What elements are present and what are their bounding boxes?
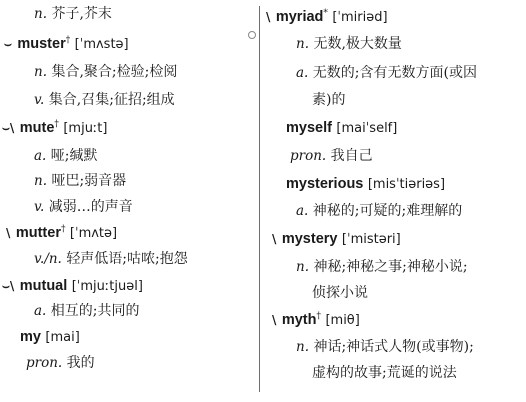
- dagger-mark: *: [323, 8, 328, 19]
- sense-line: [290, 145, 373, 167]
- part-of-speech: a.: [296, 65, 309, 81]
- headword: mutter: [15, 225, 61, 241]
- part-of-speech: n.: [34, 173, 47, 189]
- definition: 相互的;共同的: [50, 303, 140, 319]
- headword: mutual: [19, 278, 68, 294]
- sense-line: [296, 200, 462, 222]
- headword-line-mysterious: [286, 173, 445, 195]
- memory-mark: \: [6, 226, 11, 240]
- memory-mark: ⌣\: [2, 121, 15, 135]
- headword: myth: [281, 312, 317, 328]
- sense-line: [34, 61, 177, 83]
- definition: 集合,召集;征招;组成: [48, 92, 175, 108]
- pronunciation: [ˈmiriəd]: [332, 10, 388, 25]
- part-of-speech: n.: [296, 36, 309, 52]
- definition-continued: 素)的: [312, 92, 346, 108]
- headword-line-mute: [2, 117, 107, 139]
- pronunciation: [ˈmʌtə]: [69, 226, 118, 241]
- definition: 芥子,芥末: [51, 6, 112, 22]
- part-of-speech: a.: [34, 148, 47, 164]
- headword: myriad: [275, 9, 324, 25]
- part-of-speech: pron.: [26, 355, 63, 371]
- definition: 我自己: [330, 148, 373, 164]
- headword: my: [20, 329, 41, 345]
- part-of-speech: a.: [296, 203, 309, 219]
- dagger-mark: †: [65, 35, 71, 46]
- dagger-mark: †: [60, 224, 66, 235]
- definition: 轻声低语;咕哝;抱怨: [66, 251, 188, 267]
- definition: 神秘;神秘之事;神秘小说;: [313, 259, 468, 275]
- sense-continuation: [312, 282, 368, 304]
- part-of-speech: pron.: [290, 148, 327, 164]
- part-of-speech: n.: [34, 64, 47, 80]
- sense-line: [34, 196, 133, 218]
- sense-line: [26, 352, 95, 374]
- memory-mark: \: [272, 232, 277, 246]
- headword: mute: [19, 120, 55, 136]
- definition: 无数的;含有无数方面(或因: [312, 65, 477, 81]
- sense-line: [296, 62, 477, 84]
- pronunciation: [mjuːt]: [63, 121, 108, 136]
- sense-line: [34, 170, 126, 192]
- pronunciation: [maiˈself]: [336, 121, 398, 136]
- headword: mysterious: [286, 176, 364, 192]
- definition: 我的: [66, 355, 95, 371]
- definition: 哑巴;弱音器: [51, 173, 127, 189]
- memory-mark: \: [266, 10, 271, 24]
- headword-line-mutter: [6, 222, 117, 244]
- part-of-speech: n.: [296, 339, 309, 355]
- pronunciation: [misˈtiəriəs]: [367, 177, 446, 192]
- headword-line-my: [20, 326, 80, 348]
- memory-mark: ⌣: [4, 37, 12, 51]
- sense-continuation: [312, 362, 457, 384]
- memory-mark: \: [272, 313, 277, 327]
- definition: 神秘的;可疑的;难理解的: [312, 203, 463, 219]
- definition: 无数,极大数量: [313, 36, 402, 52]
- part-of-speech: a.: [34, 303, 47, 319]
- headword: mystery: [281, 231, 338, 247]
- definition: 集合,聚合;检验;检阅: [51, 64, 178, 80]
- sense-line: [34, 3, 112, 25]
- headword-line-myself: [286, 117, 397, 139]
- part-of-speech: v.: [34, 92, 45, 108]
- sense-line: [296, 336, 474, 358]
- definition-continued: 虚构的故事;荒诞的说法: [312, 365, 457, 381]
- part-of-speech: v.: [34, 199, 45, 215]
- margin-dot: [248, 31, 256, 39]
- part-of-speech: n.: [296, 259, 309, 275]
- headword-line-mystery: [272, 228, 401, 250]
- headword: myself: [286, 120, 332, 136]
- sense-line: [34, 248, 188, 270]
- sense-line: [296, 33, 402, 55]
- pronunciation: [mai]: [45, 330, 80, 345]
- headword-line-myth: [272, 309, 360, 331]
- sense-line: [34, 300, 140, 322]
- sense-line: [34, 145, 98, 167]
- dagger-mark: †: [316, 311, 321, 322]
- part-of-speech: v./n.: [34, 251, 62, 267]
- sense-line: [296, 256, 468, 278]
- definition: 神话;神话式人物(或事物);: [313, 339, 474, 355]
- pronunciation: [ˈmjuːtjuəl]: [71, 279, 143, 294]
- definition: 减弱…的声音: [48, 199, 133, 215]
- headword-line-myriad: [266, 6, 388, 28]
- pronunciation: [ˈmistəri]: [341, 232, 401, 247]
- pronunciation: [ˈmʌstə]: [74, 37, 129, 52]
- column-divider: [259, 6, 260, 392]
- dagger-mark: †: [54, 119, 59, 130]
- definition-continued: 侦探小说: [312, 285, 368, 301]
- sense-continuation: [312, 89, 345, 111]
- memory-mark: ⌣\: [2, 279, 15, 293]
- headword-line-mutual: [2, 275, 143, 297]
- headword-line-muster: [4, 33, 129, 55]
- headword: muster: [17, 36, 66, 52]
- definition: 哑;缄默: [50, 148, 98, 164]
- part-of-speech: n.: [34, 6, 47, 22]
- sense-line: [34, 89, 175, 111]
- pronunciation: [miθ]: [325, 313, 360, 328]
